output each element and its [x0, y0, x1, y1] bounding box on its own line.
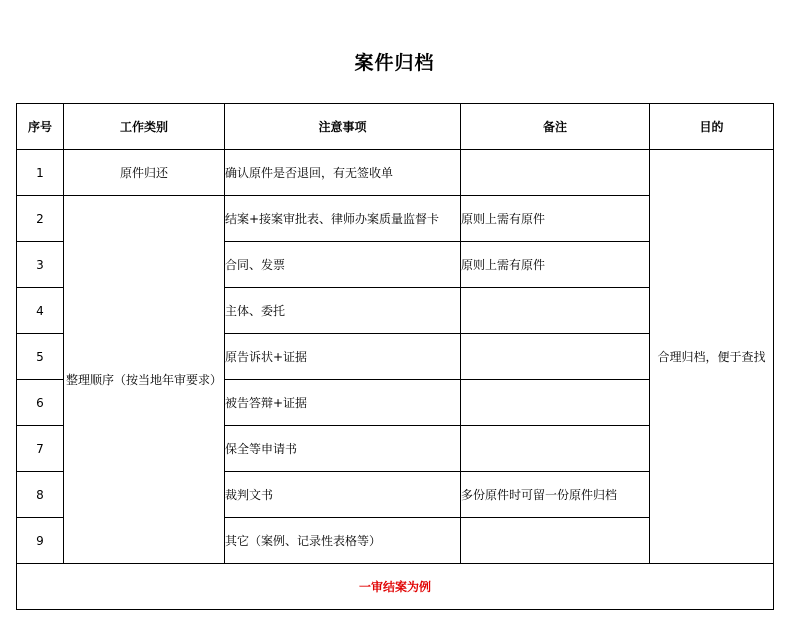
row-seq: 4 — [17, 288, 64, 334]
row-note: 结案+接案审批表、律师办案质量监督卡 — [225, 196, 461, 242]
row-seq: 7 — [17, 426, 64, 472]
row-remark — [461, 380, 650, 426]
header-purpose: 目的 — [650, 104, 774, 150]
row-remark: 多份原件时可留一份原件归档 — [461, 472, 650, 518]
row-remark — [461, 426, 650, 472]
header-notes: 注意事项 — [225, 104, 461, 150]
row-note: 合同、发票 — [225, 242, 461, 288]
header-remarks: 备注 — [461, 104, 650, 150]
table-row — [17, 150, 774, 196]
row-seq: 8 — [17, 472, 64, 518]
row-seq: 5 — [17, 334, 64, 380]
page-title: 案件归档 — [354, 52, 435, 74]
purpose-cell: 合理归档，便于查找 — [650, 150, 774, 564]
row-note: 其它（案例、记录性表格等） — [225, 518, 461, 564]
row-note: 裁判文书 — [225, 472, 461, 518]
row-note: 被告答辩+证据 — [225, 380, 461, 426]
footer-note: 一审结案为例 — [17, 564, 774, 610]
row-seq: 6 — [17, 380, 64, 426]
row-note: 原告诉状+证据 — [225, 334, 461, 380]
header-row — [17, 104, 774, 150]
header-seq: 序号 — [17, 104, 64, 150]
header-category: 工作类别 — [64, 104, 225, 150]
row-remark — [461, 288, 650, 334]
row-seq: 2 — [17, 196, 64, 242]
row-note: 主体、委托 — [225, 288, 461, 334]
archive-table — [16, 103, 774, 610]
row-note: 确认原件是否退回，有无签收单 — [225, 150, 461, 196]
row-remark: 原则上需有原件 — [461, 242, 650, 288]
row-remark — [461, 518, 650, 564]
category-arrange-order: 整理顺序（按当地年审要求） — [64, 196, 225, 564]
row-remark — [461, 150, 650, 196]
row-seq: 1 — [17, 150, 64, 196]
row-remark: 原则上需有原件 — [461, 196, 650, 242]
category-original-return: 原件归还 — [64, 150, 225, 196]
row-seq: 3 — [17, 242, 64, 288]
row-seq: 9 — [17, 518, 64, 564]
row-note: 保全等申请书 — [225, 426, 461, 472]
row-remark — [461, 334, 650, 380]
footer-row — [17, 564, 774, 610]
